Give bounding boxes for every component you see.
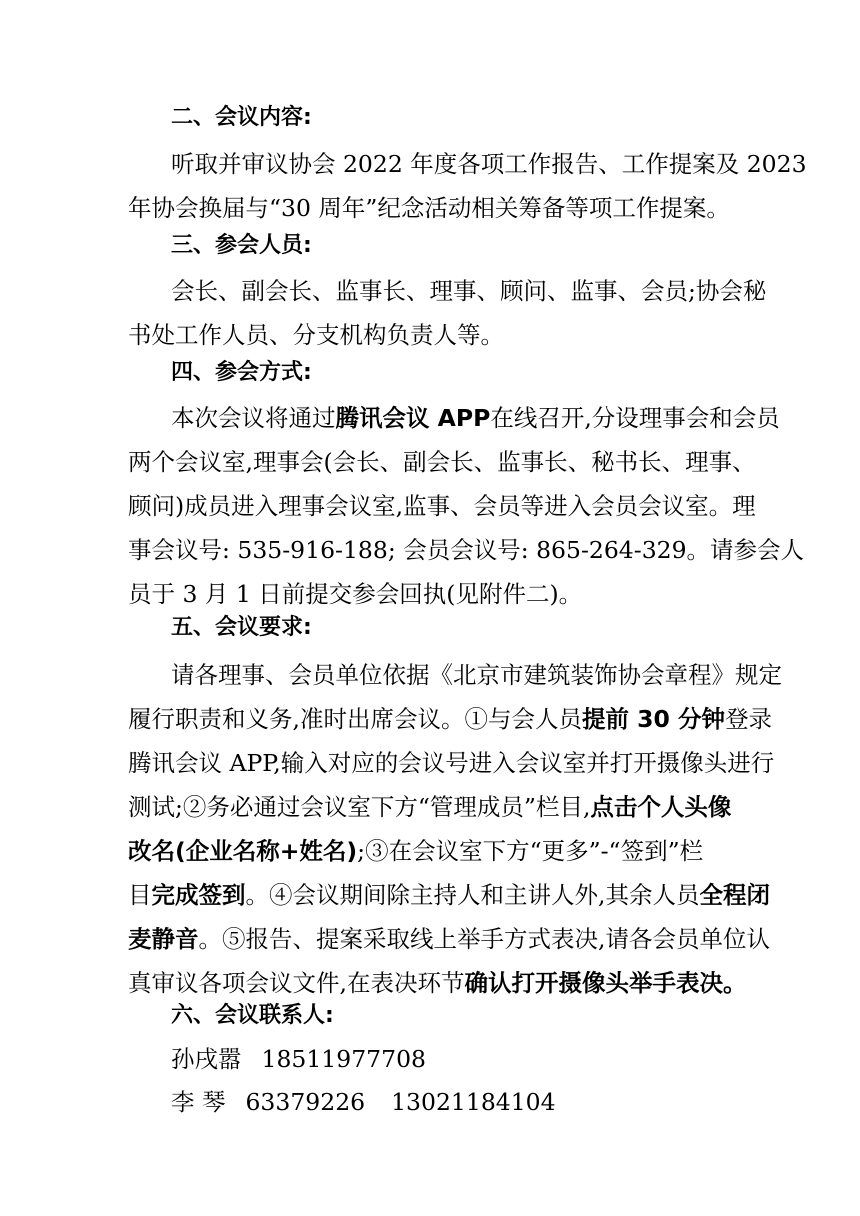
bold-text-run: 麦静音 — [128, 925, 199, 953]
text-run: 。⑤报告、提案采取线上举手方式表决,请各会员单位认 — [198, 925, 770, 953]
contact-row — [171, 1087, 556, 1117]
contact-phone: 63379226 — [245, 1088, 366, 1116]
paragraph-line: 事会议号: 535-916-188; 会员会议号: 865-264-329。请参会人 — [128, 536, 805, 564]
paragraph-line: 年协会换届与“30 周年”纪念活动相关筹备等项工作提案。 — [128, 194, 730, 222]
paragraph-line: 书处工作人员、分支机构负责人等。 — [128, 321, 504, 349]
text-run: 目 — [128, 881, 152, 909]
paragraph-line: 会长、副会长、监事长、理事、顾问、监事、会员;协会秘 — [171, 277, 767, 305]
bold-text-run: 完成签到 — [151, 881, 246, 909]
paragraph-line: 腾讯会议 APP,输入对应的会议号进入会议室并打开摄像头进行 — [128, 749, 775, 777]
paragraph-line — [128, 704, 772, 734]
text-run: 真审议各项会议文件,在表决环节 — [128, 969, 465, 997]
paragraph-line: 员于 3 月 1 日前提交参会回执(见附件二)。 — [128, 580, 583, 608]
paragraph-line — [128, 792, 731, 822]
paragraph-line — [128, 836, 703, 866]
section-heading-method: 四、参会方式: — [171, 360, 312, 385]
paragraph-line: 请各理事、会员单位依据《北京市建筑装饰协会章程》规定 — [171, 661, 782, 689]
section-heading-content: 二、会议内容: — [171, 105, 312, 130]
contact-name: 李 琴 — [171, 1088, 226, 1116]
bold-text-run: 提前 30 分钟 — [581, 705, 726, 733]
contact-phone: 13021184104 — [391, 1088, 556, 1116]
contact-phone: 18511977708 — [261, 1045, 426, 1073]
bold-text-run: 改名(企业名称+姓名) — [128, 837, 358, 865]
paragraph-line — [128, 880, 770, 910]
bold-text-run: 全程闭 — [699, 881, 770, 909]
text-run: 本次会议将通过 — [171, 404, 336, 432]
paragraph-line — [128, 968, 746, 998]
section-heading-attendees: 三、参会人员: — [171, 233, 312, 258]
text-run: 。④会议期间除主持人和主讲人外,其余人员 — [245, 881, 700, 909]
paragraph-line — [171, 403, 780, 433]
text-run: 登录 — [725, 705, 773, 733]
paragraph-line: 顾问)成员进入理事会议室,监事、会员等进入会员会议室。理 — [128, 492, 756, 520]
bold-text-run: 点击个人头像 — [590, 793, 732, 821]
section-heading-contacts: 六、会议联系人: — [171, 1003, 334, 1028]
paragraph-line: 两个会议室,理事会(会长、副会长、监事长、秘书长、理事、 — [128, 448, 756, 476]
bold-text-run: 确认打开摄像头举手表决。 — [464, 969, 747, 997]
text-run: 在线召开,分设理事会和会员 — [490, 404, 780, 432]
text-run: 履行职责和义务,准时出席会议。①与会人员 — [128, 705, 582, 733]
contact-name: 孙戌嚣 — [171, 1045, 242, 1073]
paragraph-line — [128, 924, 770, 954]
section-heading-requirements: 五、会议要求: — [171, 615, 312, 640]
text-run: ;③在会议室下方“更多”-“签到”栏 — [357, 837, 704, 865]
contact-row — [171, 1044, 426, 1074]
bold-text-run: 腾讯会议 APP — [335, 404, 491, 432]
paragraph-line: 听取并审议协会 2022 年度各项工作报告、工作提案及 2023 — [171, 150, 807, 178]
text-run: 测试;②务必通过会议室下方“管理成员”栏目, — [128, 793, 591, 821]
